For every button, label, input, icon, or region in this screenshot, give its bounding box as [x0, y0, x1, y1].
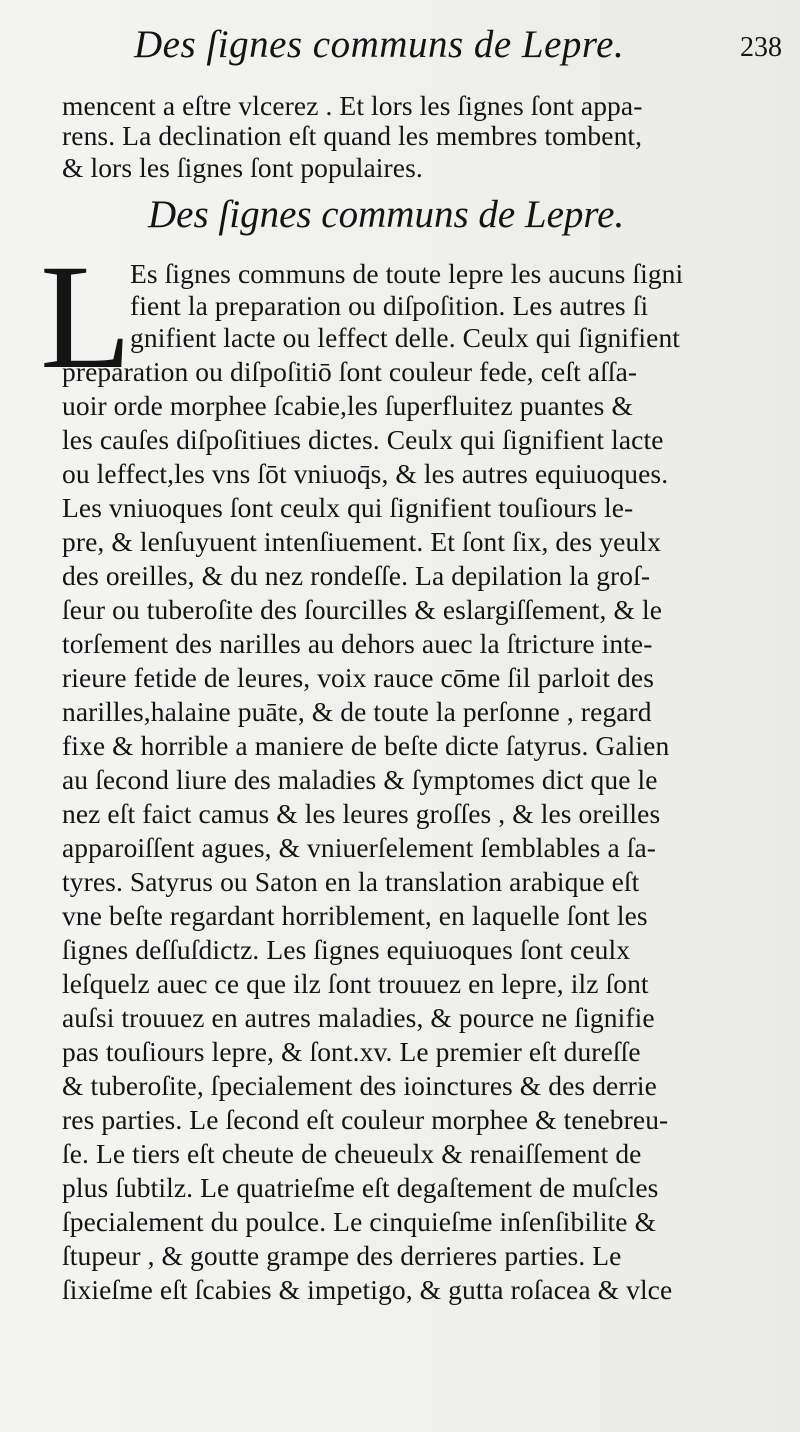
page-number: 238 [740, 32, 782, 63]
text-line: ſtupeur , & goutte grampe des derrieres parties. Le [62, 1240, 622, 1271]
text-line: narilles,halaine puāte, & de toute la perſonne , regard [62, 696, 652, 727]
text-line: vne beſte regardant horriblement, en laquelle ſont les [62, 900, 648, 931]
text-line: uoir orde morphee ſcabie,les ſuperfluitez puantes & [62, 390, 633, 421]
text-line: preparation ou diſpoſitiō ſont couleur fede, ceſt aſſa- [62, 356, 638, 387]
text-line: plus ſubtilz. Le quatrieſme eſt degaſtement de muſcles [62, 1172, 659, 1203]
running-head-title: Des ſignes communs de Lepre. [134, 23, 625, 66]
text-line: fient la preparation ou diſpoſition. Les autres ſi [130, 290, 649, 321]
text-line: ſpecialement du poulce. Le cinquieſme inſenſibilite & [62, 1206, 657, 1237]
text-line: torſement des narilles au dehors auec la ſtricture inte- [62, 628, 653, 659]
text-line: Es ſignes communs de toute lepre les aucuns ſigni [130, 258, 684, 289]
text-line: ou leffect,les vns ſōt vniuoq̄s, & les autres equiuoques. [62, 458, 669, 489]
text-line: les cauſes diſpoſitiues dictes. Ceulx qui ſignifient lacte [62, 424, 664, 455]
text-line: tyres. Satyrus ou Saton en la translation arabique eſt [62, 866, 640, 897]
text-line: ſixieſme eſt ſcabies & impetigo, & gutta roſacea & vlce [62, 1274, 673, 1305]
text-line: pas touſiours lepre, & ſont.xv. Le premier eſt dureſſe [62, 1036, 641, 1067]
text-line: apparoiſſent agues, & vniuerſelement ſemblables a ſa- [62, 832, 657, 863]
text-line: Les vniuoques ſont ceulx qui ſignifient touſiours le- [62, 492, 634, 523]
running-head [0, 22, 800, 72]
text-line: rieure fetide de leures, voix rauce cōme ſil parloit des [62, 662, 655, 693]
text-line: ſignes deſſuſdictz. Les ſignes equiuoques ſont ceulx [62, 934, 631, 965]
text-line: au ſecond liure des maladies & ſymptomes dict que le [62, 764, 658, 795]
text-line: fixe & horrible a maniere de beſte dicte ſatyrus. Galien [62, 730, 670, 761]
section-heading: Des ſignes communs de Lepre. [148, 193, 625, 236]
drop-cap-initial: L [40, 234, 132, 400]
text-line: ſeur ou tuberoſite des ſourcilles & eslargiſſement, & le [62, 594, 663, 625]
text-line: res parties. Le ſecond eſt couleur morphee & tenebreu- [62, 1104, 669, 1135]
text-line: nez eſt faict camus & les leures groſſes , & les oreilles [62, 798, 661, 829]
text-line: mencent a eſtre vlcerez . Et lors les ſignes ſont appa- [62, 90, 643, 121]
text-line: rens. La declination eſt quand les membres tombent, [62, 120, 643, 151]
text-line: & lors les ſignes ſont populaires. [62, 152, 423, 183]
text-line: & tuberoſite, ſpecialement des ioinctures & des derrie [62, 1070, 657, 1101]
text-line: leſquelz auec ce que ilz ſont trouuez en lepre, ilz ſont [62, 968, 649, 999]
text-line: auſsi trouuez en autres maladies, & pource ne ſignifie [62, 1002, 655, 1033]
text-line: pre, & lenſuyuent intenſiuement. Et ſont ſix, des yeulx [62, 526, 661, 557]
text-line: gnifient lacte ou leffect delle. Ceulx qui ſignifient [130, 322, 681, 353]
text-line: des oreilles, & du nez rondeſſe. La depilation la groſ- [62, 560, 651, 591]
text-line: ſe. Le tiers eſt cheute de cheueulx & renaiſſement de [62, 1138, 642, 1169]
